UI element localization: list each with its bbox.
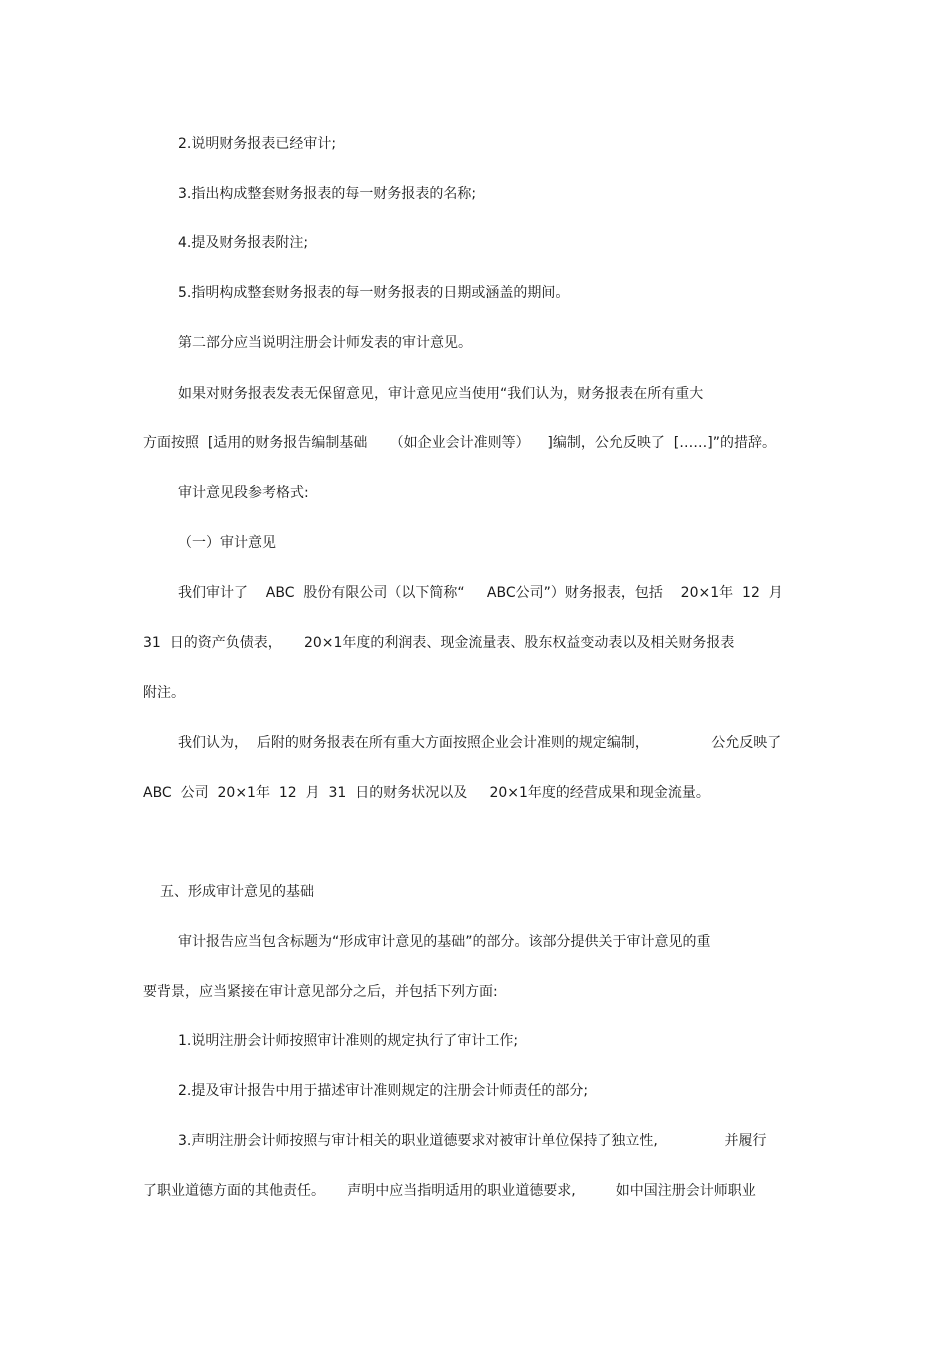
opinion-paragraph-line-3: 附注。 [143, 685, 185, 701]
list-item-2: 2.说明财务报表已经审计; [178, 136, 337, 152]
opinion-paragraph-line-1: 我们审计了 ABC 股份有限公司（以下简称“ ABC公司”）财务报表，包括 20×1年 12 月 [178, 585, 783, 601]
opinion-statement-line-1: 我们认为， 后附的财务报表在所有重大方面按照企业会计准则的规定编制， 公允反映了 [178, 735, 782, 751]
section-heading-basis: 五、形成审计意见的基础 [160, 884, 314, 900]
paragraph-unqualified-line-2: 方面按照 [适用的财务报告编制基础 （如企业会计准则等） ]编制，公允反映了 [……]”的措辞。 [143, 435, 776, 451]
opinion-statement-line-2: ABC 公司 20×1年 12 月 31 日的财务状况以及 20×1年度的经营成果和现金流量。 [143, 785, 710, 801]
paragraph-format-label: 审计意见段参考格式: [178, 485, 309, 501]
basis-paragraph-line-1: 审计报告应当包含标题为“形成审计意见的基础”的部分。该部分提供关于审计意见的重 [178, 934, 711, 950]
basis-item-1: 1.说明注册会计师按照审计准则的规定执行了审计工作; [178, 1033, 519, 1049]
basis-paragraph-line-2: 要背景，应当紧接在审计意见部分之后，并包括下列方面: [143, 984, 498, 1000]
basis-item-2: 2.提及审计报告中用于描述审计准则规定的注册会计师责任的部分; [178, 1083, 589, 1099]
opinion-paragraph-line-2: 31 日的资产负债表， 20×1年度的利润表、现金流量表、股东权益变动表以及相关财务报表 [143, 635, 735, 651]
list-item-5: 5.指明构成整套财务报表的每一财务报表的日期或涵盖的期间。 [178, 285, 570, 301]
list-item-4: 4.提及财务报表附注; [178, 235, 309, 251]
list-item-3: 3.指出构成整套财务报表的每一财务报表的名称; [178, 186, 477, 202]
basis-item-3-line-2: 了职业道德方面的其他责任。 声明中应当指明适用的职业道德要求, 如中国注册会计师职业 [143, 1183, 756, 1199]
subheading-audit-opinion: （一）审计意见 [178, 535, 276, 551]
paragraph-unqualified-line-1: 如果对财务报表发表无保留意见，审计意见应当使用“我们认为，财务报表在所有重大 [178, 386, 704, 402]
basis-item-3-line-1: 3.声明注册会计师按照与审计相关的职业道德要求对被审计单位保持了独立性, 并履行 [178, 1133, 767, 1149]
paragraph-part-two: 第二部分应当说明注册会计师发表的审计意见。 [178, 335, 472, 351]
